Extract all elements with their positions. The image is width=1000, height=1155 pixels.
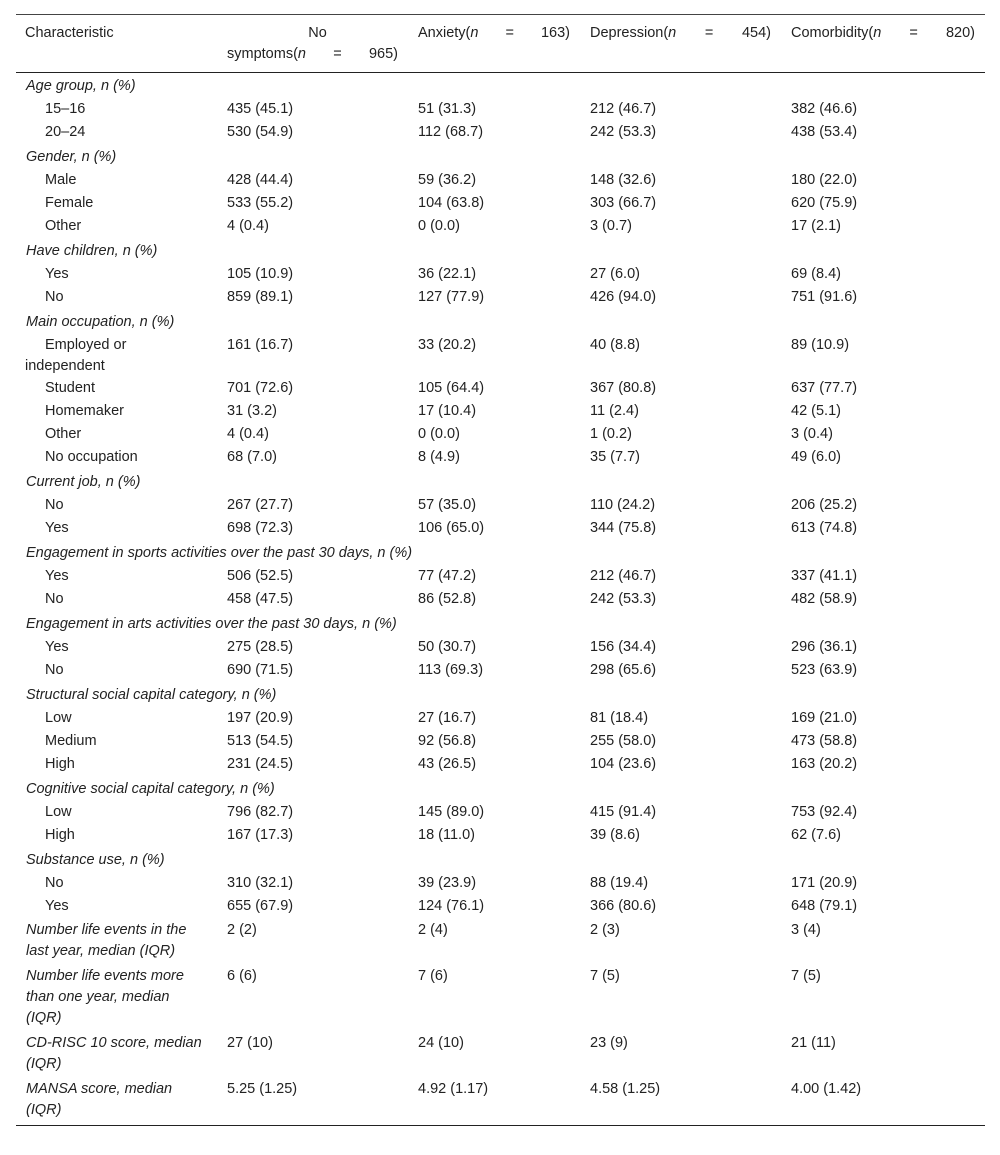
table-row xyxy=(16,494,985,517)
header-depression xyxy=(580,15,781,73)
section-row xyxy=(16,469,985,494)
table-row xyxy=(16,730,985,753)
table-header-row xyxy=(16,15,985,73)
cell-anxiety: 59 (36.2) xyxy=(418,172,477,188)
cell-comorbidity: 620 (75.9) xyxy=(791,195,858,211)
cell-anxiety: 113 (69.3) xyxy=(418,662,484,678)
cell-anxiety: 86 (52.8) xyxy=(418,591,477,607)
cell-depression: 11 (2.4) xyxy=(590,403,639,419)
cell-anxiety: 4.92 (1.17) xyxy=(408,1077,580,1126)
row-label: Number life events in the last year, median (IQR) xyxy=(26,922,187,959)
table-row xyxy=(16,1031,985,1077)
section-label-gender: Gender, n (%) xyxy=(26,149,117,165)
cell-comorbidity: 171 (20.9) xyxy=(791,875,858,891)
cell-comorbidity: 613 (74.8) xyxy=(791,520,858,536)
cell-depression: 366 (80.6) xyxy=(590,898,657,914)
cell-comorbidity: 3 (0.4) xyxy=(791,426,833,442)
header-characteristic: Characteristic xyxy=(16,15,217,73)
section-label-cognitive: Cognitive social capital category, n (%) xyxy=(26,781,275,797)
cell-depression: 242 (53.3) xyxy=(590,591,657,607)
cell-anxiety: 112 (68.7) xyxy=(418,124,484,140)
cell-no-symptoms: 533 (55.2) xyxy=(227,195,294,211)
header-anxiety-word: Anxiety( xyxy=(418,25,471,41)
cell-depression: 7 (5) xyxy=(590,968,620,984)
cell-depression: 3 (0.7) xyxy=(590,218,632,234)
table-row xyxy=(16,636,985,659)
cell-no-symptoms: 701 (72.6) xyxy=(227,380,294,396)
cell-comorbidity: 89 (10.9) xyxy=(791,337,850,353)
cell-depression: 367 (80.8) xyxy=(590,380,657,396)
cell-anxiety: 24 (10) xyxy=(418,1035,464,1051)
table-row xyxy=(16,215,985,238)
header-comorbidity-word: Comorbidity( xyxy=(791,25,874,41)
cell-anxiety: 27 (16.7) xyxy=(418,710,477,726)
table-row xyxy=(16,824,985,847)
cell-no-symptoms: 4 (0.4) xyxy=(227,426,269,442)
row-label: Yes xyxy=(45,639,69,655)
header-no-symptoms-line1: No xyxy=(308,25,327,41)
cell-no-symptoms: 435 (45.1) xyxy=(227,101,294,117)
table-row xyxy=(16,400,985,423)
cell-no-symptoms: 161 (16.7) xyxy=(227,337,294,353)
cell-depression: 1 (0.2) xyxy=(590,426,632,442)
cell-comorbidity: 206 (25.2) xyxy=(791,497,858,513)
row-label: Yes xyxy=(45,266,69,282)
cell-anxiety: 2 (4) xyxy=(418,922,448,938)
row-label: CD-RISC 10 score, median (IQR) xyxy=(26,1035,202,1072)
cell-depression: 255 (58.0) xyxy=(590,733,657,749)
row-label: Other xyxy=(45,218,82,234)
cell-depression: 23 (9) xyxy=(590,1035,628,1051)
row-label: No occupation xyxy=(45,449,138,465)
table-row xyxy=(16,377,985,400)
table-row xyxy=(16,169,985,192)
header-no-symptoms-val: 965) xyxy=(368,46,398,62)
cell-comorbidity: 648 (79.1) xyxy=(791,898,858,914)
header-anxiety-eq: = xyxy=(505,25,514,41)
cell-comorbidity: 296 (36.1) xyxy=(791,639,858,655)
header-comorbidity-eq: = xyxy=(909,25,918,41)
header-depression-eq: = xyxy=(704,25,714,41)
table-row xyxy=(16,334,985,377)
cell-anxiety: 104 (63.8) xyxy=(418,195,485,211)
section-row xyxy=(16,847,985,872)
header-no-symptoms xyxy=(217,15,408,73)
cell-anxiety: 105 (64.4) xyxy=(418,380,485,396)
cell-comorbidity: 7 (5) xyxy=(791,968,821,984)
cell-anxiety: 50 (30.7) xyxy=(418,639,477,655)
cell-comorbidity: 473 (58.8) xyxy=(791,733,858,749)
section-label-occupation: Main occupation, n (%) xyxy=(26,314,175,330)
row-label: Yes xyxy=(45,520,69,536)
table-row xyxy=(16,98,985,121)
cell-no-symptoms: 428 (44.4) xyxy=(227,172,294,188)
row-label: Yes xyxy=(45,568,69,584)
cell-no-symptoms: 530 (54.9) xyxy=(227,124,294,140)
section-label-sports: Engagement in sports activities over the past 30 days, n (%) xyxy=(26,545,413,561)
cell-comorbidity: 337 (41.1) xyxy=(791,568,858,584)
row-label: Number life events more than one year, median (IQR) xyxy=(26,968,184,1026)
cell-depression: 303 (66.7) xyxy=(590,195,657,211)
table-row xyxy=(16,588,985,611)
cell-depression: 148 (32.6) xyxy=(590,172,657,188)
cell-comorbidity: 753 (92.4) xyxy=(791,804,858,820)
cell-depression: 2 (3) xyxy=(590,922,620,938)
cell-anxiety: 77 (47.2) xyxy=(418,568,477,584)
header-no-symptoms-eq: = xyxy=(333,46,342,62)
cell-depression: 212 (46.7) xyxy=(590,101,657,117)
cell-anxiety: 106 (65.0) xyxy=(418,520,485,536)
table-row xyxy=(16,659,985,682)
row-label: No xyxy=(45,591,64,607)
cell-depression: 344 (75.8) xyxy=(590,520,657,536)
row-label: Yes xyxy=(45,898,69,914)
row-label: Student xyxy=(45,380,95,396)
row-label: Homemaker xyxy=(45,403,124,419)
cell-depression: 242 (53.3) xyxy=(590,124,657,140)
cell-depression: 426 (94.0) xyxy=(590,289,657,305)
characteristics-table xyxy=(16,14,985,1126)
cell-comorbidity: 163 (20.2) xyxy=(791,756,858,772)
table-row xyxy=(16,517,985,540)
cell-depression: 88 (19.4) xyxy=(590,875,649,891)
cell-anxiety: 124 (76.1) xyxy=(418,898,485,914)
row-label: No xyxy=(45,289,64,305)
header-comorbidity-n: n xyxy=(873,25,882,41)
header-comorbidity-val: 820) xyxy=(945,25,975,41)
section-label-structural: Structural social capital category, n (%) xyxy=(26,687,277,703)
row-label: Medium xyxy=(45,733,97,749)
cell-depression: 39 (8.6) xyxy=(590,827,640,843)
cell-comorbidity: 180 (22.0) xyxy=(791,172,858,188)
cell-comorbidity: 62 (7.6) xyxy=(791,827,841,843)
cell-comorbidity: 482 (58.9) xyxy=(791,591,858,607)
table-row xyxy=(16,753,985,776)
cell-no-symptoms: 105 (10.9) xyxy=(227,266,294,282)
cell-anxiety: 145 (89.0) xyxy=(418,804,485,820)
cell-no-symptoms: 796 (82.7) xyxy=(227,804,294,820)
cell-comorbidity: 523 (63.9) xyxy=(791,662,858,678)
section-row xyxy=(16,540,985,565)
table-row xyxy=(16,964,985,1031)
table-row xyxy=(16,895,985,918)
cell-no-symptoms: 167 (17.3) xyxy=(227,827,294,843)
cell-no-symptoms: 513 (54.5) xyxy=(227,733,294,749)
table-row xyxy=(16,918,985,964)
row-label: Low xyxy=(45,804,72,820)
cell-anxiety: 43 (26.5) xyxy=(418,756,477,772)
cell-comorbidity: 382 (46.6) xyxy=(791,101,858,117)
row-label: High xyxy=(45,827,75,843)
cell-comorbidity: 169 (21.0) xyxy=(791,710,858,726)
header-no-symptoms-word: symptoms( xyxy=(227,46,298,62)
cell-anxiety: 39 (23.9) xyxy=(418,875,477,891)
cell-no-symptoms: 310 (32.1) xyxy=(227,875,294,891)
cell-no-symptoms: 2 (2) xyxy=(227,922,257,938)
section-label-age-group: Age group, n (%) xyxy=(26,78,136,94)
row-label: High xyxy=(45,756,75,772)
cell-depression: 4.58 (1.25) xyxy=(580,1077,781,1126)
cell-anxiety: 127 (77.9) xyxy=(418,289,485,305)
header-depression-n: n xyxy=(668,25,677,41)
table-row xyxy=(16,801,985,824)
section-row xyxy=(16,776,985,801)
row-label: No xyxy=(45,875,64,891)
cell-no-symptoms: 4 (0.4) xyxy=(227,218,269,234)
cell-anxiety: 0 (0.0) xyxy=(418,218,460,234)
cell-depression: 27 (6.0) xyxy=(590,266,640,282)
section-label-current-job: Current job, n (%) xyxy=(26,474,141,490)
section-row xyxy=(16,238,985,263)
cell-anxiety: 18 (11.0) xyxy=(418,827,475,843)
header-depression-word: Depression( xyxy=(590,25,669,41)
cell-no-symptoms: 859 (89.1) xyxy=(227,289,294,305)
header-anxiety xyxy=(408,15,580,73)
cell-comorbidity: 17 (2.1) xyxy=(791,218,841,234)
cell-no-symptoms: 655 (67.9) xyxy=(227,898,294,914)
cell-no-symptoms: 5.25 (1.25) xyxy=(217,1077,408,1126)
table-row xyxy=(16,707,985,730)
row-label: 15–16 xyxy=(45,101,86,117)
header-anxiety-n: n xyxy=(470,25,479,41)
cell-comorbidity: 3 (4) xyxy=(791,922,821,938)
row-label: Female xyxy=(45,195,94,211)
cell-no-symptoms: 197 (20.9) xyxy=(227,710,294,726)
table-row xyxy=(16,446,985,469)
row-label: MANSA score, median (IQR) xyxy=(16,1077,217,1126)
table-row xyxy=(16,286,985,309)
row-label: Employed or independent xyxy=(25,337,127,374)
cell-anxiety: 92 (56.8) xyxy=(418,733,477,749)
cell-depression: 40 (8.8) xyxy=(590,337,640,353)
cell-no-symptoms: 31 (3.2) xyxy=(227,403,277,419)
cell-depression: 156 (34.4) xyxy=(590,639,657,655)
cell-no-symptoms: 6 (6) xyxy=(227,968,257,984)
table-row xyxy=(16,872,985,895)
section-row xyxy=(16,73,985,99)
section-label-children: Have children, n (%) xyxy=(26,243,158,259)
cell-depression: 81 (18.4) xyxy=(590,710,649,726)
cell-depression: 110 (24.2) xyxy=(590,497,656,513)
section-row xyxy=(16,682,985,707)
section-row xyxy=(16,144,985,169)
cell-no-symptoms: 267 (27.7) xyxy=(227,497,294,513)
table-row xyxy=(16,1077,985,1126)
cell-anxiety: 33 (20.2) xyxy=(418,337,477,353)
cell-no-symptoms: 231 (24.5) xyxy=(227,756,294,772)
row-label: Low xyxy=(45,710,72,726)
section-label-arts: Engagement in arts activities over the past 30 days, n (%) xyxy=(26,616,397,632)
header-depression-val: 454) xyxy=(741,25,771,41)
table-row xyxy=(16,121,985,144)
cell-comorbidity: 49 (6.0) xyxy=(791,449,841,465)
section-row xyxy=(16,309,985,334)
header-anxiety-val: 163) xyxy=(540,25,570,41)
cell-anxiety: 8 (4.9) xyxy=(418,449,460,465)
row-label: Other xyxy=(45,426,82,442)
cell-comorbidity: 637 (77.7) xyxy=(791,380,858,396)
table-row xyxy=(16,423,985,446)
cell-no-symptoms: 275 (28.5) xyxy=(227,639,294,655)
cell-comorbidity: 4.00 (1.42) xyxy=(781,1077,985,1126)
header-no-symptoms-n: n xyxy=(297,46,306,62)
cell-anxiety: 17 (10.4) xyxy=(418,403,477,419)
cell-no-symptoms: 698 (72.3) xyxy=(227,520,294,536)
cell-no-symptoms: 506 (52.5) xyxy=(227,568,294,584)
cell-depression: 298 (65.6) xyxy=(590,662,657,678)
section-label-substance: Substance use, n (%) xyxy=(26,852,165,868)
cell-anxiety: 7 (6) xyxy=(418,968,448,984)
cell-comorbidity: 69 (8.4) xyxy=(791,266,841,282)
cell-comorbidity: 751 (91.6) xyxy=(791,289,858,305)
row-label: 20–24 xyxy=(45,124,86,140)
row-label: No xyxy=(45,662,64,678)
cell-anxiety: 0 (0.0) xyxy=(418,426,460,442)
table-row xyxy=(16,263,985,286)
cell-no-symptoms: 27 (10) xyxy=(227,1035,273,1051)
table-row xyxy=(16,192,985,215)
row-label: Male xyxy=(45,172,77,188)
cell-no-symptoms: 68 (7.0) xyxy=(227,449,277,465)
cell-anxiety: 57 (35.0) xyxy=(418,497,477,513)
cell-depression: 212 (46.7) xyxy=(590,568,657,584)
section-row xyxy=(16,611,985,636)
cell-comorbidity: 42 (5.1) xyxy=(791,403,841,419)
cell-no-symptoms: 458 (47.5) xyxy=(227,591,294,607)
row-label: No xyxy=(45,497,64,513)
cell-comorbidity: 438 (53.4) xyxy=(791,124,858,140)
cell-depression: 415 (91.4) xyxy=(590,804,657,820)
header-comorbidity xyxy=(781,15,985,73)
cell-no-symptoms: 690 (71.5) xyxy=(227,662,294,678)
table-row xyxy=(16,565,985,588)
cell-depression: 35 (7.7) xyxy=(590,449,640,465)
cell-anxiety: 51 (31.3) xyxy=(418,101,477,117)
cell-anxiety: 36 (22.1) xyxy=(418,266,477,282)
cell-depression: 104 (23.6) xyxy=(590,756,657,772)
table-container xyxy=(16,14,985,1126)
cell-comorbidity: 21 (11) xyxy=(791,1035,836,1051)
